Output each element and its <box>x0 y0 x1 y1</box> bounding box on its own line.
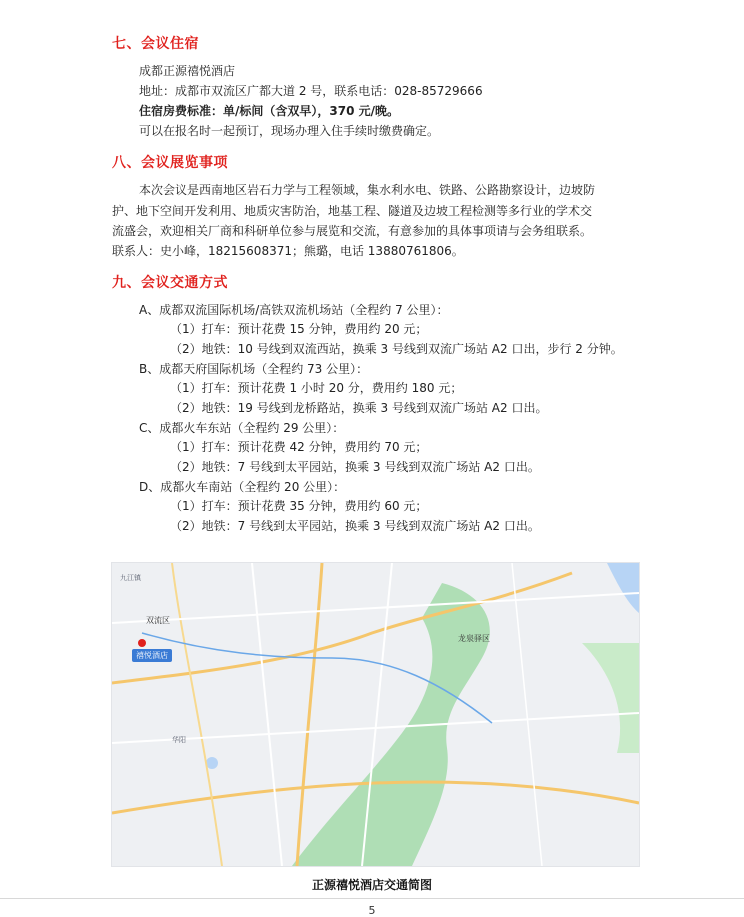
route-metro: （2）地铁：10 号线到双流西站，换乘 3 号线到双流广场站 A2 口出，步行 2 分钟。 <box>170 342 623 356</box>
hotel-address: 地址：成都市双流区广都大道 2 号，联系电话：028-85729666 <box>139 84 483 98</box>
map-graphic <box>112 563 639 866</box>
route-heading: B、成都天府国际机场（全程约 73 公里）： <box>139 362 369 376</box>
map-label-jiujiang: 九江镇 <box>120 574 141 582</box>
route-heading: C、成都火车东站（全程约 29 公里）： <box>139 421 345 435</box>
section-title-exhibition: 八、会议展览事项 <box>112 155 228 171</box>
map-label-longquanyi: 龙泉驿区 <box>458 634 490 643</box>
route-taxi: （1）打车：预计花费 42 分钟，费用约 70 元； <box>170 440 428 454</box>
exhibition-contact: 联系人：史小峰，18215608371；熊璐，电话 13880761806。 <box>112 244 464 258</box>
map-label-shuangliu: 双流区 <box>146 616 170 625</box>
route-taxi: （1）打车：预计花费 1 小时 20 分，费用约 180 元； <box>170 381 463 395</box>
footer-divider <box>0 898 744 899</box>
route-taxi: （1）打车：预计花费 35 分钟，费用约 60 元； <box>170 499 428 513</box>
section-title-transport: 九、会议交通方式 <box>112 275 228 291</box>
map-label-huayang: 华阳 <box>172 736 186 744</box>
hotel-marker-label[interactable]: 禧悦酒店 <box>132 649 172 662</box>
map-caption: 正源禧悦酒店交通简图 <box>311 878 432 892</box>
hotel-location-map[interactable] <box>111 562 640 867</box>
route-metro: （2）地铁：7 号线到太平园站，换乘 3 号线到双流广场站 A2 口出。 <box>170 519 540 533</box>
hotel-note: 可以在报名时一起预订，现场办理入住手续时缴费确定。 <box>139 124 440 138</box>
page-number: 5 <box>368 904 376 917</box>
hotel-name: 成都正源禧悦酒店 <box>139 64 236 78</box>
hotel-rate: 住宿房费标准：单/标间（含双早），370 元/晚。 <box>139 104 399 118</box>
route-heading: D、成都火车南站（全程约 20 公里）： <box>139 480 346 494</box>
exhibition-line: 本次会议是西南地区岩石力学与工程领域，集水利水电、铁路、公路勘察设计，边坡防 <box>139 183 596 197</box>
route-metro: （2）地铁：19 号线到龙桥路站，换乘 3 号线到双流广场站 A2 口出。 <box>170 401 548 415</box>
route-heading: A、成都双流国际机场/高铁双流机场站（全程约 7 公里）： <box>139 303 449 317</box>
route-taxi: （1）打车：预计花费 15 分钟，费用约 20 元； <box>170 322 428 336</box>
exhibition-line: 护、地下空间开发利用、地质灾害防治，地基工程、隧道及边坡工程检测等多行业的学术交 <box>112 204 593 218</box>
exhibition-line: 流盛会，欢迎相关厂商和科研单位参与展览和交流，有意参加的具体事项请与会务组联系。 <box>112 224 593 238</box>
route-metro: （2）地铁：7 号线到太平园站，换乘 3 号线到双流广场站 A2 口出。 <box>170 460 540 474</box>
section-title-hotel: 七、会议住宿 <box>112 36 199 52</box>
